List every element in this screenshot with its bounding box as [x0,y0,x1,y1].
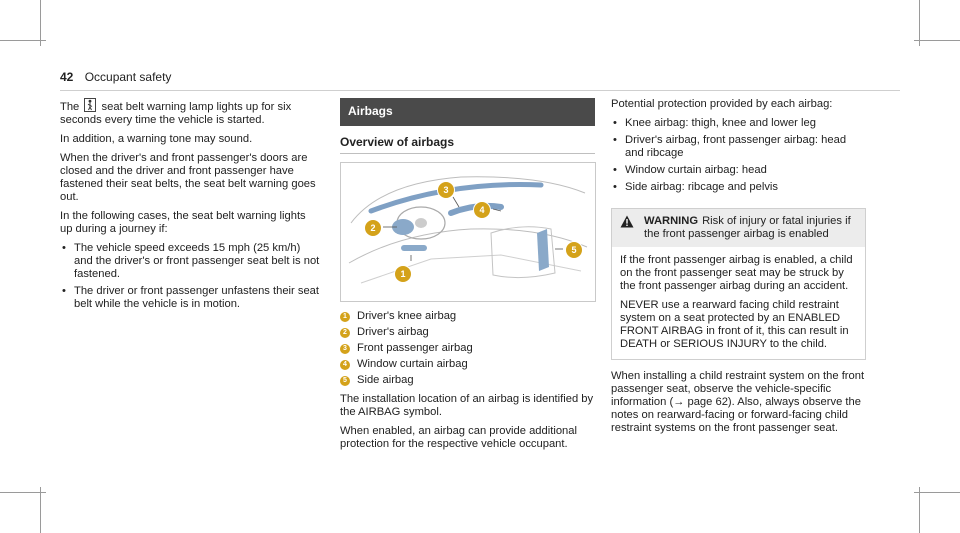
list-item: • The vehicle speed exceeds 15 mph (25 km/h) and the driver's or front passenger seat belt is not fastened. [60,242,320,281]
page-number: 42 [60,70,74,84]
legend-number: 2 [340,328,350,338]
figure-legend [340,310,595,387]
paragraph: In the following cases, the seat belt warning lights up during a journey if: [60,210,306,235]
legend-number: 3 [340,344,350,354]
callout-1: 1 [394,265,412,283]
text: seat belt warning lamp lights up for six seconds every time the vehicle is started. [60,101,292,126]
airbag-overview-figure [340,162,596,302]
legend-label: Window curtain airbag [357,358,468,370]
bullet-list [611,117,866,194]
legend-label: Driver's airbag [357,326,429,338]
warning-header [612,209,865,247]
crop-mark [0,40,46,41]
list-item: • Driver's airbag, front passenger airbag: head and ribcage [611,134,866,160]
warning-triangle-icon [620,215,644,241]
list-item: • Side airbag: ribcage and pelvis [611,181,866,194]
legend-item [340,374,595,387]
legend-label: Driver's knee airbag [357,310,457,322]
legend-number: 4 [340,360,350,370]
legend-item [340,326,595,339]
list-item: • The driver or front passenger unfastens their seat belt while the vehicle is in motion. [60,285,320,311]
legend-label: Side airbag [357,374,414,386]
list-item: • Window curtain airbag: head [611,164,866,177]
paragraph: Potential protection provided by each airbag: [611,98,833,110]
warning-box [611,208,866,360]
bullet-list [60,242,320,311]
section-title-bar: Airbags [340,98,595,126]
paragraph: The installation location of an airbag is identified by the AIRBAG symbol. [340,393,594,418]
seat-belt-warning-icon [84,98,96,112]
paragraph-page-reference: When installing a child restraint system on the front passenger seat, observe the vehicle-specific information (→ page 62). Also, always observe the notes on rearward-facing or forward-facing child restraint systems on the front passenger seat. [611,370,865,434]
column-left [60,98,320,317]
crop-mark [914,40,960,41]
subheading-divider [340,153,595,154]
section-name: Occupant safety [84,70,172,84]
warning-heading [644,215,857,241]
crop-mark [914,492,960,493]
list-item: • Knee airbag: thigh, knee and lower leg [611,117,866,130]
paragraph: When the driver's and front passenger's doors are closed and the driver and front passenger have fastened their seat belts, the seat belt warning goes out. [60,152,316,203]
legend-item [340,342,595,355]
crop-mark [919,487,920,533]
column-middle [340,98,595,457]
crop-mark [0,492,46,493]
paragraph: NEVER use a rearward facing child restraint system on a seat protected by an ENABLED FRONT AIRBAG in front of it, this can result in DEATH or SERIOUS INJURY to the child. [620,299,849,350]
subheading: Overview of airbags [340,135,455,149]
warning-body [612,247,865,359]
warning-title: Risk of injury or fatal injuries if the front passenger airbag is enabled [644,215,851,240]
callout-2: 2 [364,219,382,237]
paragraph: If the front passenger airbag is enabled, a child on the front passenger seat may be struck by the front passenger airbag during an accident. [620,254,853,292]
callout-5: 5 [565,241,583,259]
paragraph: In addition, a warning tone may sound. [60,133,253,145]
page-header [60,70,171,84]
callout-3: 3 [437,181,455,199]
warning-label: WARNING [644,215,699,227]
text: The [60,101,80,113]
paragraph: When enabled, an airbag can provide additional protection for the respective vehicle occupant. [340,425,577,450]
legend-item [340,310,595,323]
crop-mark [40,487,41,533]
legend-number: 5 [340,376,350,386]
header-divider [60,90,900,91]
callout-4: 4 [473,201,491,219]
legend-item [340,358,595,371]
column-right [611,98,866,441]
legend-label: Front passenger airbag [357,342,473,354]
legend-number: 1 [340,312,350,322]
paragraph-seat-belt-lamp [60,98,320,127]
